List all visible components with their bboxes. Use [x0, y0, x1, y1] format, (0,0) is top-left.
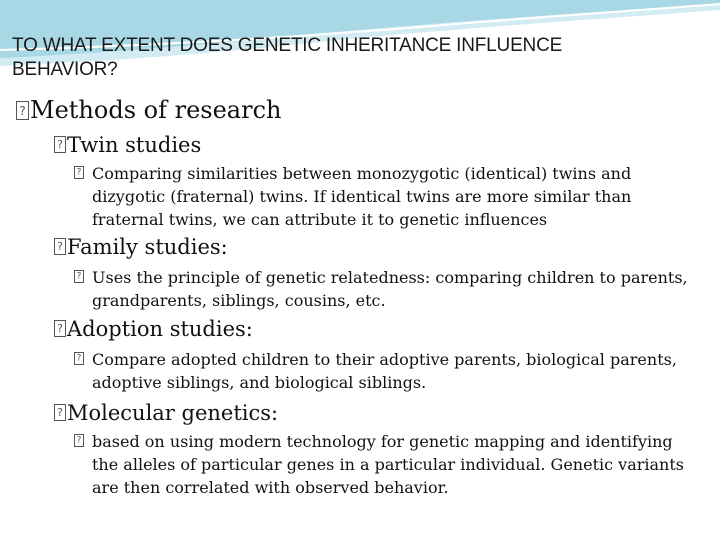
- bullet-icon: [54, 238, 66, 255]
- bullet-icon: [16, 101, 29, 120]
- section-family-detail: [74, 266, 694, 312]
- section-text: Comparing similarities between monozygotic (identical) twins and dizygotic (fraternal) twins. If identical twins are more similar than fraternal twins, we can attribute it to genetic influences: [92, 164, 632, 229]
- bullet-icon: [74, 270, 84, 283]
- slide-title: TO WHAT EXTENT DOES GENETIC INHERITANCE INFLUENCE BEHAVIOR?: [12, 35, 563, 80]
- heading-methods: [16, 96, 281, 124]
- bullet-icon: [74, 166, 84, 179]
- bullet-icon: [74, 352, 84, 365]
- section-label: Molecular genetics:: [67, 401, 279, 425]
- section-text: Compare adopted children to their adoptive parents, biological parents, adoptive siblings, and biological siblings.: [92, 350, 677, 392]
- section-text: Uses the principle of genetic relatedness: comparing children to parents, grandparents, siblings, cousins, etc.: [92, 268, 688, 310]
- section-molecular-detail: [74, 430, 694, 499]
- bullet-icon: [54, 320, 66, 337]
- heading-text: Methods of research: [30, 96, 282, 124]
- section-adoption-detail: [74, 348, 694, 394]
- section-text: based on using modern technology for genetic mapping and identifying the alleles of particular genes in a particular individual. Genetic variants are then correlated with observed behavior.: [92, 432, 684, 497]
- bullet-icon: [74, 434, 84, 447]
- section-family-studies: [54, 234, 228, 260]
- bullet-icon: [54, 404, 66, 421]
- bullet-icon: [54, 136, 66, 153]
- section-label: Twin studies: [67, 133, 202, 157]
- section-molecular-genetics: [54, 400, 278, 426]
- section-label: Family studies:: [67, 235, 228, 259]
- section-twin-studies: [54, 132, 201, 158]
- section-label: Adoption studies:: [67, 317, 253, 341]
- section-adoption-studies: [54, 316, 253, 342]
- section-twin-detail: [74, 162, 694, 231]
